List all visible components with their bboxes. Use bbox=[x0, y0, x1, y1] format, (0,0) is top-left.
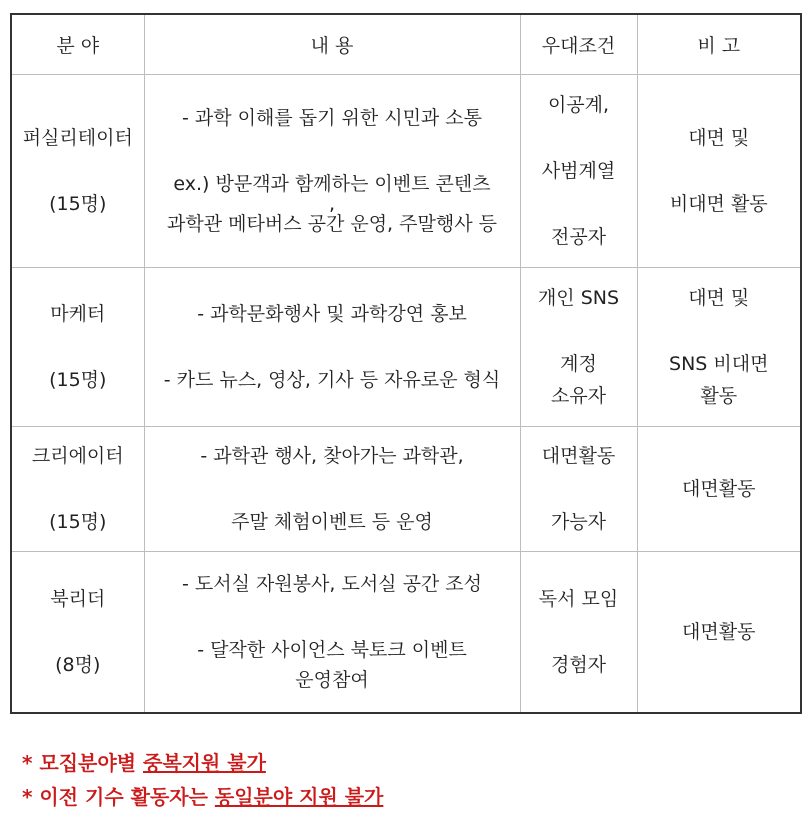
note-line: SNS 비대면 bbox=[669, 353, 769, 375]
content-line: - 과학문화행사 및 과학강연 홍보 bbox=[197, 303, 467, 325]
field-cell bbox=[11, 268, 144, 427]
content-cell bbox=[144, 268, 520, 427]
content-line: 과학관 메타버스 공간 운영, 주말행사 등 bbox=[167, 213, 497, 235]
content-cell bbox=[144, 427, 520, 552]
note-line: 비대면 활동 bbox=[669, 193, 768, 215]
field-cell bbox=[11, 552, 144, 714]
preference-line: 소유자 bbox=[550, 385, 607, 407]
content-line: 운영참여 bbox=[295, 669, 369, 691]
preference-cell bbox=[520, 75, 637, 268]
note-previous-cohort bbox=[22, 780, 383, 814]
note-line: 활동 bbox=[700, 385, 738, 407]
content-line: , bbox=[328, 193, 336, 215]
note-line: 대면 및 bbox=[688, 287, 750, 309]
header-note: 비 고 bbox=[637, 14, 801, 75]
note-cell bbox=[637, 268, 801, 427]
table-row bbox=[11, 552, 801, 714]
recruitment-table bbox=[10, 13, 802, 714]
header-content: 내 용 bbox=[144, 14, 520, 75]
field-count: (15명) bbox=[49, 511, 107, 533]
content-cell bbox=[144, 552, 520, 714]
recruitment-table-container bbox=[10, 13, 800, 714]
preference-cell bbox=[520, 427, 637, 552]
note-cell bbox=[637, 427, 801, 552]
table-row bbox=[11, 268, 801, 427]
content-line: 주말 체험이벤트 등 운영 bbox=[231, 511, 433, 533]
table-row bbox=[11, 75, 801, 268]
table-row bbox=[11, 427, 801, 552]
notes-section bbox=[22, 746, 383, 814]
table-header-row bbox=[11, 14, 801, 75]
preference-line: 경험자 bbox=[550, 654, 607, 676]
field-name: 크리에이터 bbox=[31, 445, 124, 467]
note-cell bbox=[637, 75, 801, 268]
note-duplicate-application bbox=[22, 746, 383, 780]
field-name: 퍼실리테이터 bbox=[22, 127, 133, 149]
preference-line: 사범계열 bbox=[541, 160, 616, 182]
field-count: (8명) bbox=[55, 654, 101, 676]
note-line: 대면 및 bbox=[688, 127, 750, 149]
note-prefix: * 이전 기수 활동자는 bbox=[22, 785, 215, 809]
content-line: - 도서실 자원봉사, 도서실 공간 조성 bbox=[181, 573, 483, 595]
field-name: 북리더 bbox=[50, 588, 106, 610]
content-line: - 과학 이해를 돕기 위한 시민과 소통 bbox=[181, 107, 483, 129]
note-line: 대면활동 bbox=[682, 621, 756, 643]
preference-cell bbox=[520, 552, 637, 714]
field-cell bbox=[11, 427, 144, 552]
preference-line: 대면활동 bbox=[541, 445, 616, 467]
note-line: 대면활동 bbox=[682, 478, 756, 500]
note-emphasis: 동일분야 지원 불가 bbox=[214, 785, 384, 809]
note-emphasis: 중복지원 불가 bbox=[143, 751, 266, 775]
content-line: ex.) 방문객과 함께하는 이벤트 콘텐츠 bbox=[173, 173, 491, 195]
preference-line: 이공계, bbox=[547, 94, 610, 116]
header-preference: 우대조건 bbox=[520, 14, 637, 75]
preference-line: 개인 SNS bbox=[537, 287, 620, 309]
field-count: (15명) bbox=[49, 369, 107, 391]
content-line: - 과학관 행사, 찾아가는 과학관, bbox=[200, 445, 464, 467]
field-name: 마케터 bbox=[50, 303, 106, 325]
content-line: - 카드 뉴스, 영상, 기사 등 자유로운 형식 bbox=[163, 369, 501, 391]
field-count: (15명) bbox=[49, 193, 107, 215]
note-cell bbox=[637, 552, 801, 714]
content-cell bbox=[144, 75, 520, 268]
note-prefix: * 모집분야별 bbox=[22, 751, 143, 775]
content-line: - 달작한 사이언스 북토크 이벤트 bbox=[197, 639, 467, 661]
preference-line: 가능자 bbox=[550, 511, 607, 533]
preference-line: 독서 모임 bbox=[538, 588, 619, 610]
preference-line: 계정 bbox=[560, 353, 597, 375]
field-cell bbox=[11, 75, 144, 268]
preference-cell bbox=[520, 268, 637, 427]
preference-line: 전공자 bbox=[550, 226, 607, 248]
header-field: 분 야 bbox=[11, 14, 144, 75]
